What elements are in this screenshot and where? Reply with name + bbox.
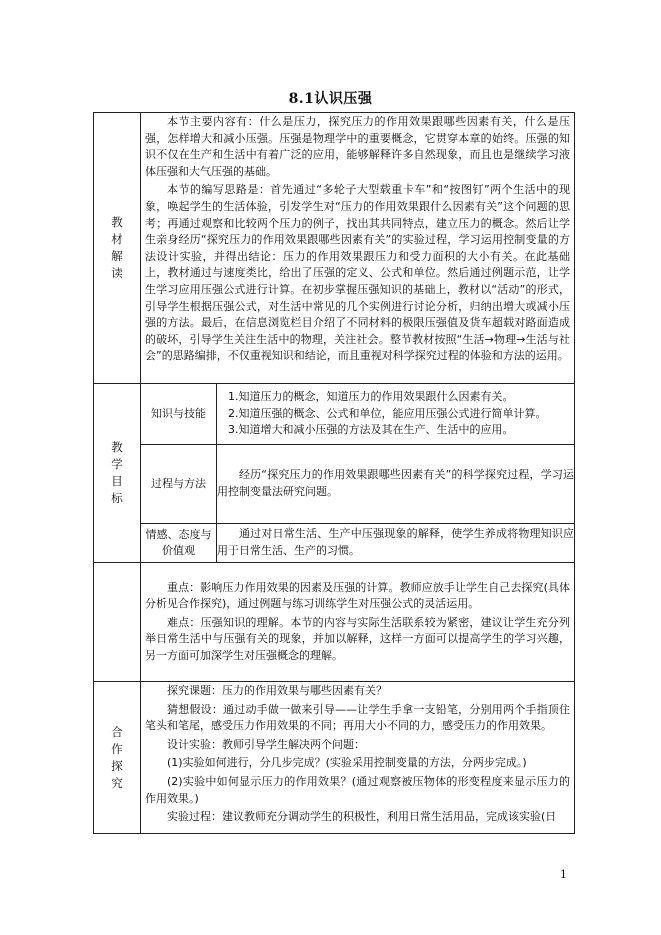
label-goals: 教 学 目 标 [94,384,141,563]
row-goal-attitude [94,524,575,563]
paragraph: (2)实验中如何显示压力的作用效果？(通过观察被压物体的形变程度来显示压力的作用效果。) [145,774,571,805]
row-keypoints [94,563,575,682]
row-cooperative [94,682,575,834]
list-item: 2.知道压强的概念、公式和单位，能应用压强公式进行简单计算。 [228,406,547,420]
attitude-goals: 通过对日常生活、生产中压强现象的解释，使学生养成将物理知识应用于日常生活、生产的习惯。 [217,524,575,563]
sub-label-process: 过程与方法 [141,445,217,524]
paragraph: 难点：压强知识的理解。本节的内容与实际生活联系较为紧密，建议让学生充分列举日常生活中与压强有关的现象，并加以解释，这样一方面可以提高学生的学习兴趣，另一方面可加深学生对压强概念的理解。 [145,615,571,662]
sub-label-knowledge: 知识与技能 [141,384,217,445]
lesson-plan-table [93,112,575,834]
paragraph: 重点：影响压力作用效果的因素及压强的计算。教师应放手让学生自己去探究(具体分析见合作探究)，通过例题与练习训练学生对压强公式的灵活运用。 [145,580,571,611]
label-textbook: 教 材 解 读 [94,113,141,384]
label-keypoints [94,563,141,682]
paragraph: 本节主要内容有：什么是压力，探究压力的作用效果跟哪些因素有关，什么是压强，怎样增大和减小压强。压强是物理学中的重要概念，它贯穿本章的始终。压强的知识不仅在生产和生活中有着广泛的应用，能够解释许多自然现象，而且也是继续学习液体压强和大气压强的基础。 [145,115,571,178]
paragraph: 猜想假设：通过动手做一做来引导——让学生手拿一支铅笔，分别用两个手指顶住笔头和笔尾，感受压力作用效果的不同；再用大小不同的力，感受压力的作用效果。 [145,702,571,733]
list-item: 3.知道增大和减小压强的方法及其在生产、生活中的应用。 [228,423,514,437]
paragraph: 探究课题：压力的作用效果与哪些因素有关？ [167,684,387,697]
paragraph: 设计实验：教师引导学生解决两个问题： [167,737,365,751]
list-item: 1.知道压力的概念，知道压力的作用效果跟什么因素有关。 [228,390,514,404]
process-goals: 经历“探究压力的作用效果跟哪些因素有关”的科学探究过程，学习运用控制变量法研究问题。 [217,445,575,524]
textbook-content [141,113,575,384]
row-goal-knowledge [94,384,575,445]
paragraph: (1)实验如何进行，分几步完成？(实验采用控制变量的方法，分两步完成。) [167,756,527,770]
label-cooperative: 合 作 探 究 [94,682,141,834]
paragraph: 实验过程：建议教师充分调动学生的积极性，利用日常生活用品，完成该实验(日 [167,810,557,824]
paragraph: 本节的编写思路是：首先通过“多轮子大型载重卡车”和“按图钉”两个生活中的现象，唤起学生的生活体验，引发学生对“压力的作用效果跟什么因素有关”这个问题的思考；再通过观察和比较两个压力的例子，找出其共同特点，建立压力的概念。然后让学生亲身经历“探究压力的作用效果跟哪些因素有关”的实验过程，学习运用控制变量的方法设计实验，并得出结论：压力的作用效果跟压力和受力面积的大小有关。在此基础上，教材通过与速度类比，给出了压强的定义、公式和单位。然后通过例题示范，让学生学习应用压强公式进行计算。在初步掌握压强知识的基础上，教材以“活动”的形式，引导学生根据压强公式，对生活中常见的几个实例进行讨论分析，归纳出增大或减小压强的方法。最后，在信息浏览栏目介绍了不同材料的极限压强值及货车超载对路面造成的破坏，引导学生关注生活中的物理，关注社会。整节教材按照“生活→物理→生活与社会”的思路编排，不仅重视知识和结论，而且重视对科学探究过程的体验和方法的运用。 [145,183,571,363]
keypoints-content [141,563,575,682]
cooperative-content [141,682,575,834]
page-title: 8.1认识压强 [288,91,373,107]
row-goal-process [94,445,575,524]
sub-label-attitude: 情感、态度与 价值观 [141,524,217,563]
knowledge-goals [217,384,575,445]
row-textbook [94,113,575,384]
page-number: 1 [560,868,567,881]
